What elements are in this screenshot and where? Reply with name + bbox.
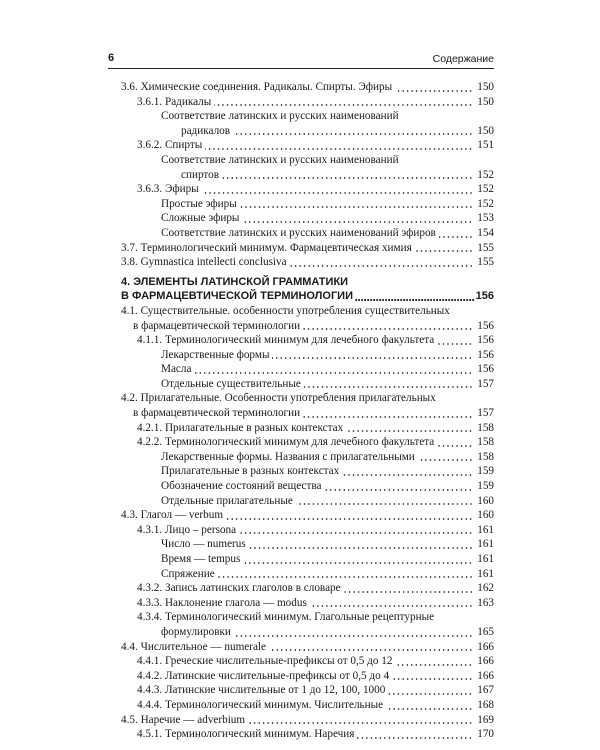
toc-entry[interactable] <box>121 255 494 270</box>
toc-entry[interactable] <box>121 479 494 494</box>
dot-leader <box>344 591 473 593</box>
toc-entry[interactable] <box>121 95 494 110</box>
toc-entry-page: 156 <box>477 334 494 347</box>
toc-entry[interactable] <box>121 640 494 655</box>
toc-entry-page: 156 <box>477 363 494 376</box>
dot-leader <box>239 532 473 534</box>
toc-entry-title: Спряжение <box>161 567 215 580</box>
dot-leader <box>290 265 473 267</box>
toc-entry-page: 168 <box>477 698 494 711</box>
toc-entry[interactable] <box>121 377 494 392</box>
toc-entry[interactable] <box>121 226 494 241</box>
toc-entry[interactable] <box>121 124 494 139</box>
dot-leader <box>202 192 473 194</box>
toc-entry-page: 169 <box>477 713 494 726</box>
toc-entry[interactable] <box>121 523 494 538</box>
dot-leader <box>226 518 473 520</box>
toc-entry-title: 4.4.4. Терминологический минимум. Числительные <box>137 698 384 711</box>
toc-entry-page: 159 <box>477 465 494 478</box>
toc-entry[interactable] <box>121 713 494 728</box>
toc-entry[interactable] <box>121 391 494 406</box>
toc-entry-page: 155 <box>477 256 494 269</box>
toc-entry[interactable] <box>121 567 494 582</box>
toc-entry[interactable] <box>121 362 494 377</box>
toc-entry-title: Отдельные существительные <box>161 377 301 390</box>
toc-entry[interactable] <box>121 581 494 596</box>
toc-entry-page: 160 <box>477 509 494 522</box>
toc-entry-title: 3.7. Терминологический минимум. Фармацевтическая химия <box>121 241 412 254</box>
toc-entry-page: 150 <box>477 95 494 108</box>
toc-entry[interactable] <box>121 494 494 509</box>
toc-entry[interactable] <box>121 669 494 684</box>
toc-entry-page: 152 <box>477 183 494 196</box>
toc-entry-title: Сложные эфиры <box>161 212 240 225</box>
dot-leader <box>249 547 473 549</box>
toc-entry-title: 4.1. Существительные. особенности употребления существительных <box>121 304 450 317</box>
toc-entry-page: 156 <box>475 290 494 303</box>
dot-leader <box>395 90 473 92</box>
toc-entry-title: 4.3.2. Запись латинских глаголов в словаре <box>137 582 341 595</box>
dot-leader <box>357 737 473 739</box>
section-title: Содержание <box>432 53 494 65</box>
dot-leader <box>243 562 473 564</box>
dot-leader <box>388 693 473 695</box>
toc-entry[interactable] <box>121 319 494 334</box>
toc-entry-title: 4.4.2. Латинские числительные-префиксы от 0,5 до 4 <box>137 669 390 682</box>
toc-entry[interactable] <box>121 333 494 348</box>
toc-entry-title: 4.2.1. Прилагательные в разных контекстах <box>137 421 344 434</box>
toc-entry-title: Лекарственные формы <box>161 348 270 361</box>
toc-entry-page: 152 <box>477 197 494 210</box>
toc-entry[interactable] <box>121 596 494 611</box>
toc-entry-title: 3.6.3. Эфиры <box>137 183 199 196</box>
toc-entry-page: 166 <box>477 655 494 668</box>
toc-entry[interactable] <box>121 698 494 713</box>
toc-entry[interactable] <box>121 406 494 421</box>
toc-entry-title: Лекарственные формы. Названия с прилагательными <box>161 450 415 463</box>
dot-leader <box>437 445 473 447</box>
page-number: 6 <box>108 52 115 64</box>
toc-entry-page: 161 <box>477 523 494 536</box>
toc-entry[interactable] <box>121 153 494 168</box>
dot-leader <box>296 503 473 505</box>
dot-leader <box>439 236 473 238</box>
toc-entry-page: 158 <box>477 450 494 463</box>
toc-entry-page: 155 <box>477 241 494 254</box>
dot-leader <box>395 664 473 666</box>
toc-entry-page: 161 <box>477 553 494 565</box>
dot-leader <box>194 372 473 374</box>
dot-leader <box>386 708 473 710</box>
toc-entry-page: 156 <box>477 348 494 361</box>
toc-entry-page: 159 <box>477 480 494 493</box>
toc-entry[interactable] <box>121 450 494 465</box>
toc-entry-title: спиртов <box>181 168 220 181</box>
toc-entry-title: 4.2. Прилагательные. Особенности употребления прилагательных <box>121 392 436 405</box>
toc-entry[interactable] <box>121 211 494 226</box>
toc-entry-page: 166 <box>477 669 494 682</box>
toc-entry[interactable] <box>121 197 494 212</box>
toc-entry-title: 4.5.1. Терминологический минимум. Наречия <box>137 728 355 741</box>
toc-entry-page: 165 <box>477 625 494 638</box>
toc-entry[interactable] <box>121 552 494 567</box>
dot-leader <box>303 328 473 330</box>
dot-leader <box>324 489 473 491</box>
dot-leader <box>303 416 473 418</box>
toc-entry[interactable] <box>121 304 494 319</box>
toc-entry-title: В ФАРМАЦЕВТИЧЕСКОЙ ТЕРМИНОЛОГИИ <box>121 290 353 303</box>
toc-entry[interactable] <box>121 654 494 669</box>
toc-entry[interactable] <box>121 109 494 124</box>
toc-entry-title: 4.2.2. Терминологический минимум для лечебного факультета <box>137 436 435 449</box>
toc-entry-title: формулировки <box>161 625 231 638</box>
dot-leader <box>205 148 473 150</box>
dot-leader <box>355 299 475 301</box>
dot-leader <box>392 678 473 680</box>
toc-entry-title: Простые эфиры <box>161 197 237 210</box>
toc-entry[interactable] <box>121 241 494 256</box>
toc-entry-page: 151 <box>477 139 494 152</box>
toc-entry[interactable] <box>121 80 494 95</box>
toc-entry-title: 4.4.1. Греческие числительные-префиксы от 0,5 до 12 <box>137 655 393 668</box>
toc-entry-title: Прилагательные в разных контекстах <box>161 465 340 478</box>
running-header <box>108 52 494 69</box>
dot-leader <box>242 221 473 223</box>
toc-entry-title: в фармацевтической терминологии <box>133 319 301 332</box>
toc-entry-title: 3.8. Gymnastica intellecti conclusiva <box>121 256 287 269</box>
toc-entry[interactable] <box>121 464 494 479</box>
dot-leader <box>437 343 473 345</box>
dot-leader <box>248 722 473 724</box>
toc-entry[interactable] <box>121 727 494 742</box>
toc-entry-title: Соответствие латинских и русских наименований эфиров <box>161 226 436 239</box>
toc-entry-title: 3.6.1. Радикалы <box>137 95 212 108</box>
toc-entry[interactable] <box>121 289 494 304</box>
dot-leader <box>214 104 473 106</box>
dot-leader <box>218 576 473 578</box>
toc-entry-title: Соответствие латинских и русских наименований <box>161 153 399 166</box>
toc-entry-page: 170 <box>477 728 494 741</box>
toc-entry[interactable] <box>121 537 494 552</box>
toc-entry-page: 158 <box>477 436 494 449</box>
toc-entry-title: 4.1.1. Терминологический минимум для лечебного факультета <box>137 334 435 347</box>
toc-entry[interactable] <box>121 182 494 197</box>
toc-entry[interactable] <box>121 508 494 523</box>
toc-entry-page: 160 <box>477 494 494 507</box>
dot-leader <box>418 459 473 461</box>
toc-entry[interactable] <box>121 275 494 290</box>
dot-leader <box>304 386 473 388</box>
toc-entry-page: 157 <box>477 377 494 390</box>
toc-entry[interactable] <box>121 168 494 183</box>
dot-leader <box>415 250 473 252</box>
toc-entry-title: 4.4.3. Латинские числительные от 1 до 12, 100, 1000 <box>137 684 386 697</box>
toc-entry[interactable] <box>121 138 494 153</box>
toc-entry-title: 4.5. Наречие — adverbium <box>121 713 246 726</box>
toc-entry-title: радикалов <box>181 124 231 137</box>
table-of-contents <box>121 80 494 742</box>
toc-entry-title: 4.4. Числительное — numerale <box>121 640 266 653</box>
toc-entry-title: 4.3.3. Наклонение глагола — modus <box>137 596 307 609</box>
toc-entry-page: 150 <box>477 124 494 137</box>
toc-entry-title: 4.3.1. Лицо – persona <box>137 523 237 536</box>
toc-entry[interactable] <box>121 683 494 698</box>
toc-entry-title: Число — numerus <box>161 538 246 551</box>
toc-entry[interactable] <box>121 348 494 363</box>
toc-entry-page: 150 <box>477 81 494 93</box>
toc-entry-page: 161 <box>477 538 494 551</box>
toc-entry-title: Отдельные прилагательные <box>161 494 293 507</box>
toc-entry-title: 4. ЭЛЕМЕНТЫ ЛАТИНСКОЙ ГРАММАТИКИ <box>121 275 349 288</box>
dot-leader <box>234 635 473 637</box>
dot-leader <box>233 133 473 135</box>
dot-leader <box>269 649 473 651</box>
toc-entry-title: 3.6. Химические соединения. Радикалы. Спирты. Эфиры <box>121 81 393 93</box>
toc-entry-title: Соответствие латинских и русских наименований <box>161 110 399 123</box>
toc-entry-page: 152 <box>477 168 494 181</box>
toc-entry[interactable] <box>121 421 494 436</box>
toc-entry-title: Обозначение состояний вещества <box>161 480 322 493</box>
toc-entry-title: Время — tempus <box>161 553 241 565</box>
toc-entry-page: 167 <box>477 684 494 697</box>
dot-leader <box>342 474 473 476</box>
dot-leader <box>272 357 473 359</box>
toc-entry[interactable] <box>121 610 494 625</box>
toc-entry-page: 157 <box>477 407 494 420</box>
toc-entry-page: 158 <box>477 421 494 434</box>
toc-entry-page: 163 <box>477 596 494 609</box>
toc-entry-title: 4.3. Глагол — verbum <box>121 509 224 522</box>
toc-entry[interactable] <box>121 435 494 450</box>
toc-entry-title: в фармацевтической терминологии <box>133 407 301 420</box>
dot-leader <box>310 605 473 607</box>
toc-entry-title: 3.6.2. Спирты <box>137 139 203 152</box>
dot-leader <box>240 206 473 208</box>
toc-entry-page: 166 <box>477 640 494 653</box>
toc-entry-page: 162 <box>477 582 494 595</box>
dot-leader <box>222 177 473 179</box>
dot-leader <box>346 430 473 432</box>
toc-entry-page: 153 <box>477 212 494 225</box>
toc-entry-title: Масла <box>161 363 192 376</box>
toc-entry[interactable] <box>121 625 494 640</box>
toc-entry-title: 4.3.4. Терминологический минимум. Глагольные рецептурные <box>137 611 435 624</box>
toc-entry-page: 161 <box>477 567 494 580</box>
toc-entry-page: 154 <box>477 226 494 239</box>
toc-entry-page: 156 <box>477 319 494 332</box>
